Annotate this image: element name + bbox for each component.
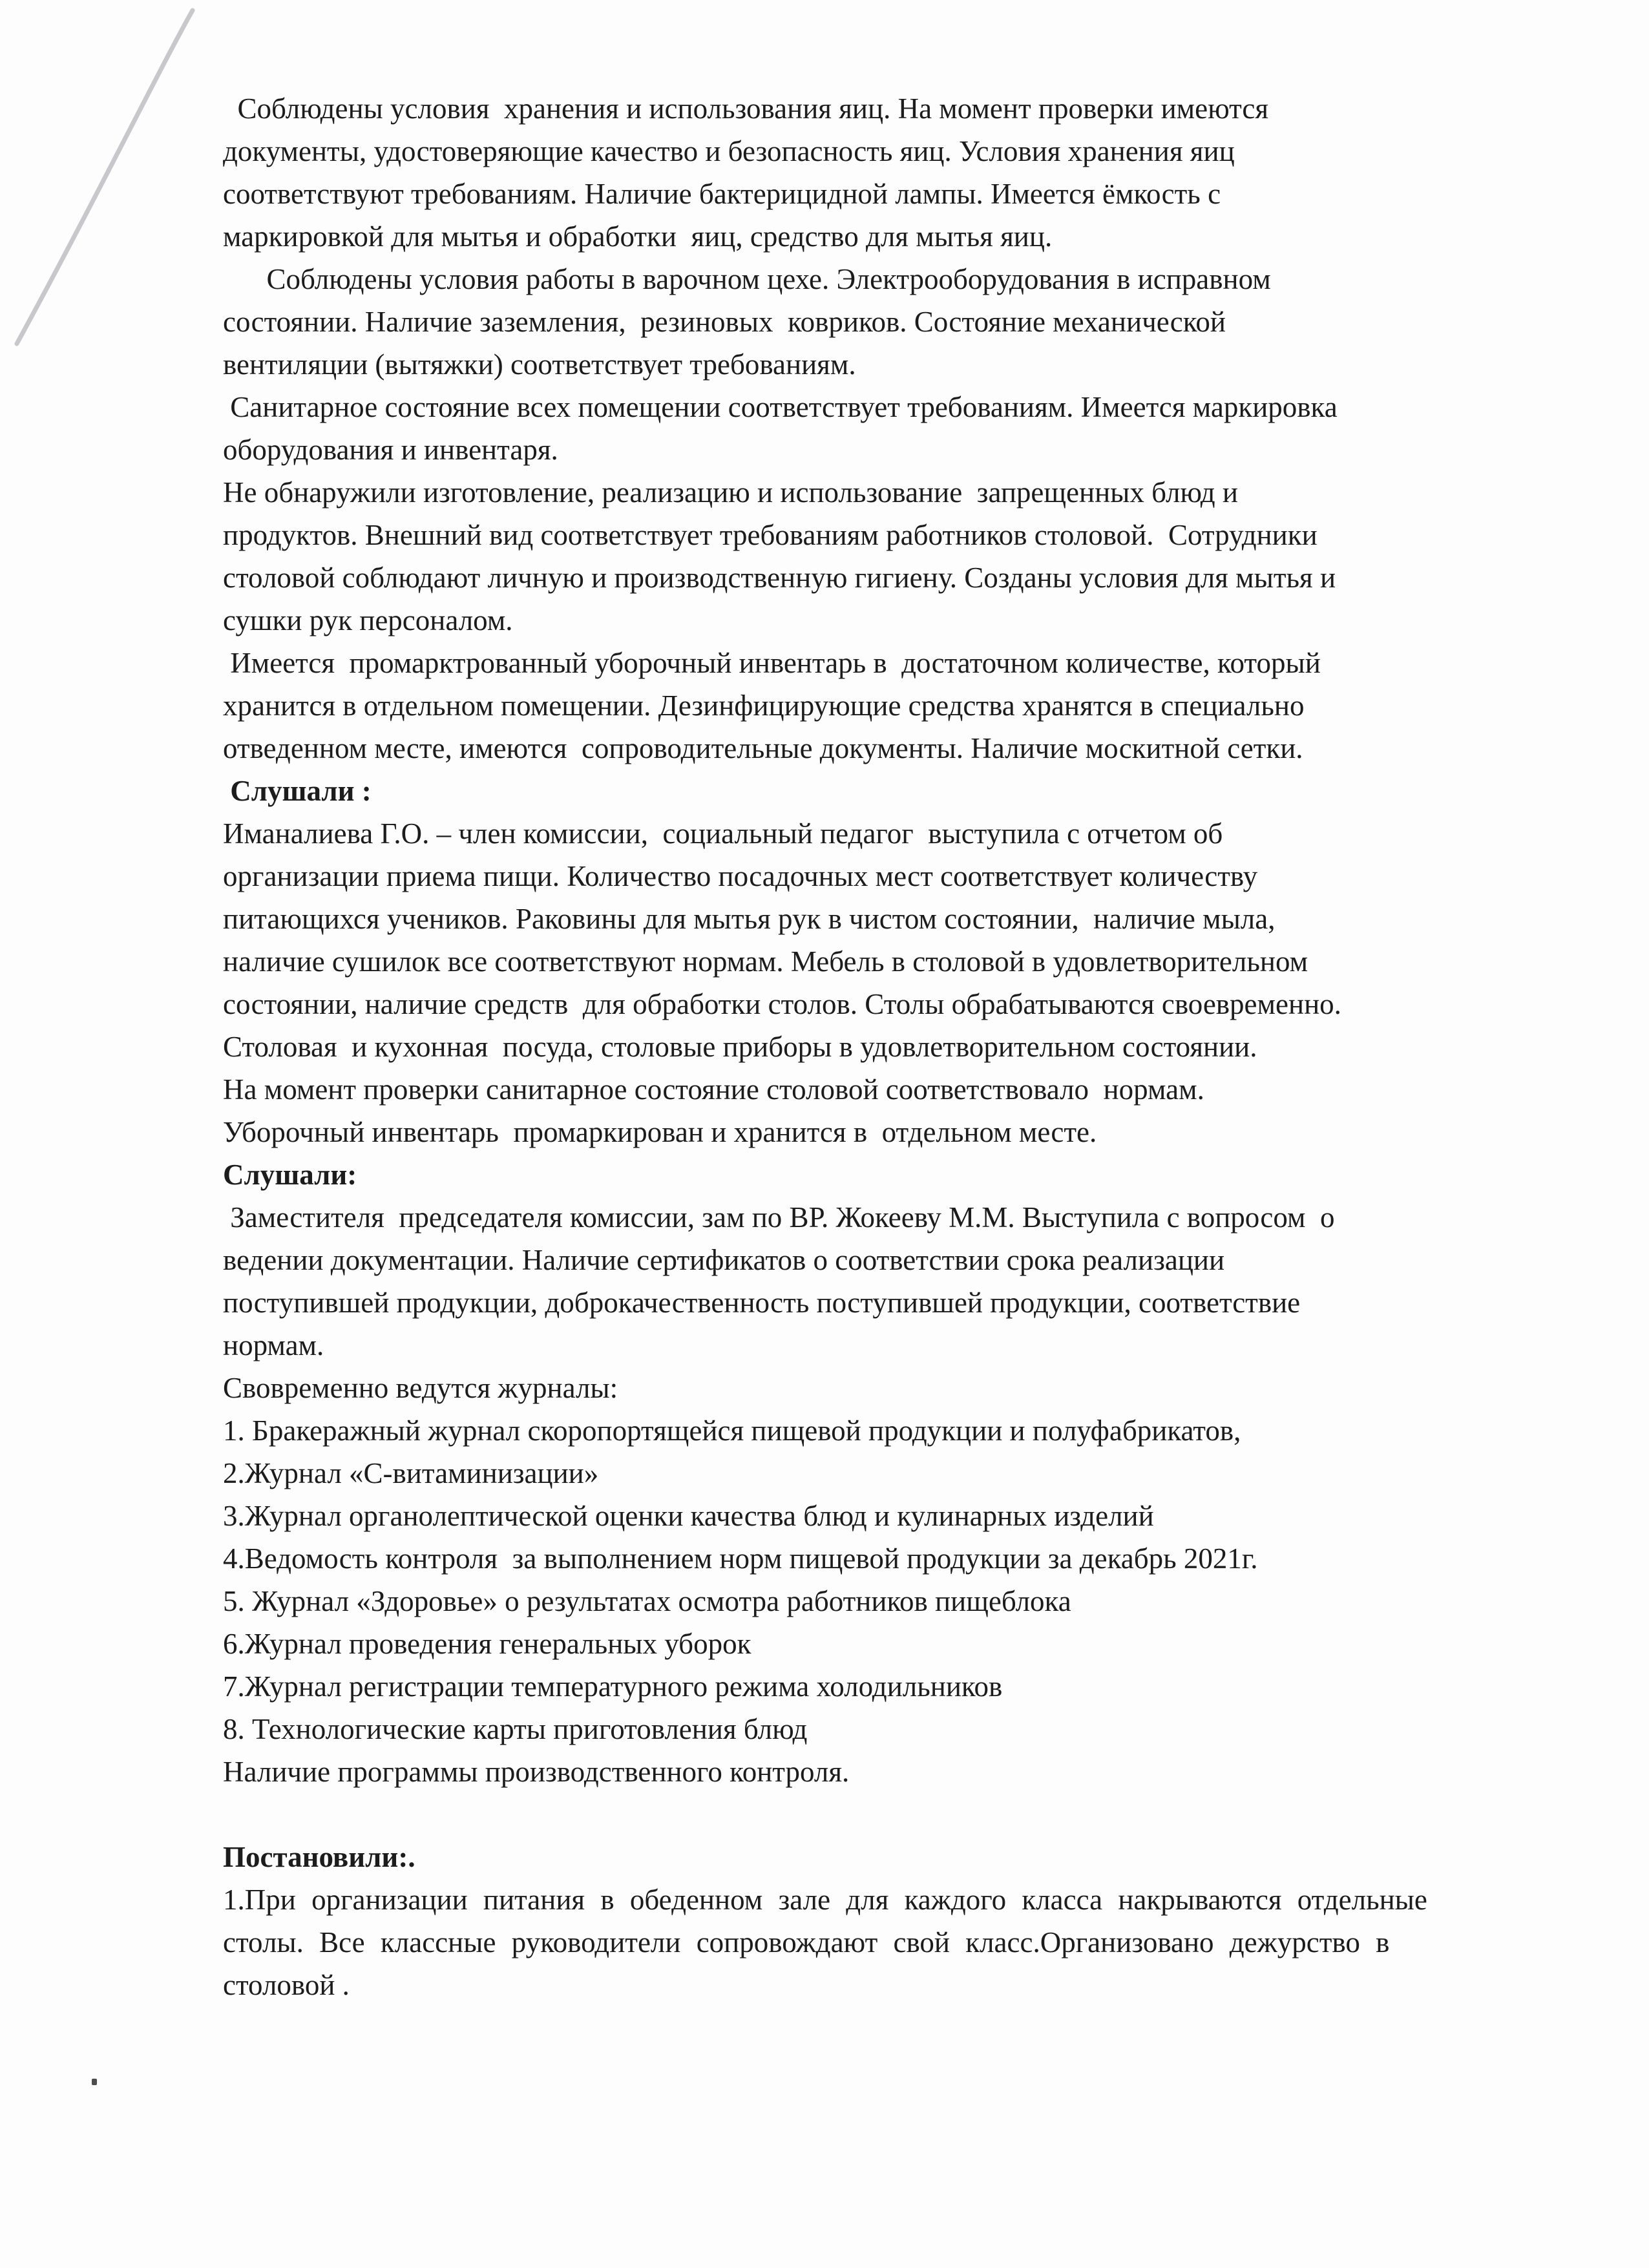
document-line: Санитарное состояние всех помещении соответствует требованиям. Имеется маркировка	[223, 391, 1338, 423]
document-line: Соблюдены условия работы в варочном цехе. Электрооборудования в исправном	[223, 263, 1271, 295]
document-line: Уборочный инвентарь промаркирован и хранится в отдельном месте.	[223, 1116, 1097, 1148]
document-line: наличие сушилок все соответствуют нормам. Мебель в столовой в удовлетворительном	[223, 945, 1308, 978]
document-line: столы. Все классные руководители сопровождают свой класс.Организовано дежурство в	[223, 1926, 1390, 1958]
document-line: документы, удостоверяющие качество и безопасность яиц. Условия хранения яиц	[223, 135, 1235, 167]
document-line: маркировкой для мытья и обработки яиц, средство для мытья яиц.	[223, 220, 1053, 253]
document-line: На момент проверки санитарное состояние столовой соответствовало нормам.	[223, 1073, 1204, 1106]
document-line: столовой .	[223, 1969, 350, 2001]
document-line: 4.Ведомость контроля за выполнением норм пищевой продукции за декабрь 2021г.	[223, 1542, 1258, 1575]
document-line	[223, 1793, 1493, 1836]
document-line: 1.При организации питания в обеденном зале для каждого класса накрываются отдельные	[223, 1884, 1427, 1916]
document-line: 5. Журнал «Здоровье» о результатах осмотра работников пищеблока	[223, 1585, 1071, 1617]
document-line: состоянии, наличие средств для обработки столов. Столы обрабатываются своевременно.	[223, 988, 1341, 1020]
document-line: нормам.	[223, 1329, 324, 1361]
section-heading: Постановили:.	[223, 1841, 415, 1873]
scan-crease-mark	[17, 10, 193, 344]
document-line: состоянии. Наличие заземления, резиновых ковриков. Состояние механической	[223, 306, 1226, 338]
document-line: организации приема пищи. Количество посадочных мест соответствует количеству	[223, 860, 1258, 892]
document-line: Свовременно ведутся журналы:	[223, 1372, 618, 1404]
document-line: вентиляции (вытяжки) соответствует требованиям.	[223, 348, 856, 381]
section-heading: Слушали :	[223, 775, 372, 807]
document-line: сушки рук персоналом.	[223, 604, 513, 636]
document-line: Столовая и кухонная посуда, столовые приборы в удовлетворительном состоянии.	[223, 1031, 1257, 1063]
ink-speck-mark	[92, 2079, 97, 2085]
document-line: соответствуют требованиям. Наличие бактерицидной лампы. Имеется ёмкость с	[223, 178, 1221, 210]
text-block	[223, 87, 1493, 2006]
document-line: поступившей продукции, доброкачественность поступившей продукции, соответствие	[223, 1286, 1301, 1319]
document-line: хранится в отдельном помещении. Дезинфицирующие средства хранятся в специально	[223, 689, 1305, 722]
document-line: 6.Журнал проведения генеральных уборок	[223, 1628, 751, 1660]
document-line: 7.Журнал регистрации температурного режима холодильников	[223, 1670, 1003, 1703]
document-line: Имеется промарктрованный уборочный инвентарь в достаточном количестве, который	[223, 647, 1321, 679]
document-line: питающихся учеников. Раковины для мытья рук в чистом состоянии, наличие мыла,	[223, 903, 1276, 935]
document-line: 8. Технологические карты приготовления блюд	[223, 1713, 808, 1745]
section-heading: Слушали:	[223, 1159, 357, 1191]
document-line: Иманалиева Г.О. – член комиссии, социальный педагог выступила с отчетом об	[223, 817, 1223, 850]
document-line: Наличие программы производственного контроля.	[223, 1756, 850, 1788]
document-line: 2.Журнал «С-витаминизации»	[223, 1457, 599, 1489]
document-line: Заместителя председателя комиссии, зам по ВР. Жокееву М.М. Выступила с вопросом о	[223, 1201, 1335, 1234]
document-line: Соблюдены условия хранения и использования яиц. На момент проверки имеются	[223, 92, 1269, 125]
document-line: Не обнаружили изготовление, реализацию и использование запрещенных блюд и	[223, 476, 1238, 509]
document-line: 1. Бракеражный журнал скоропортящейся пищевой продукции и полуфабрикатов,	[223, 1414, 1241, 1447]
document-line: столовой соблюдают личную и производственную гигиену. Созданы условия для мытья и	[223, 562, 1336, 594]
document-line: отведенном месте, имеются сопроводительные документы. Наличие москитной сетки.	[223, 732, 1303, 764]
document-line: оборудования и инвентаря.	[223, 434, 558, 466]
document-line: 3.Журнал органолептической оценки качества блюд и кулинарных изделий	[223, 1500, 1154, 1532]
document-line: продуктов. Внешний вид соответствует требованиям работников столовой. Сотрудники	[223, 519, 1318, 551]
document-line: ведении документации. Наличие сертификатов о соответствии срока реализации	[223, 1244, 1225, 1276]
